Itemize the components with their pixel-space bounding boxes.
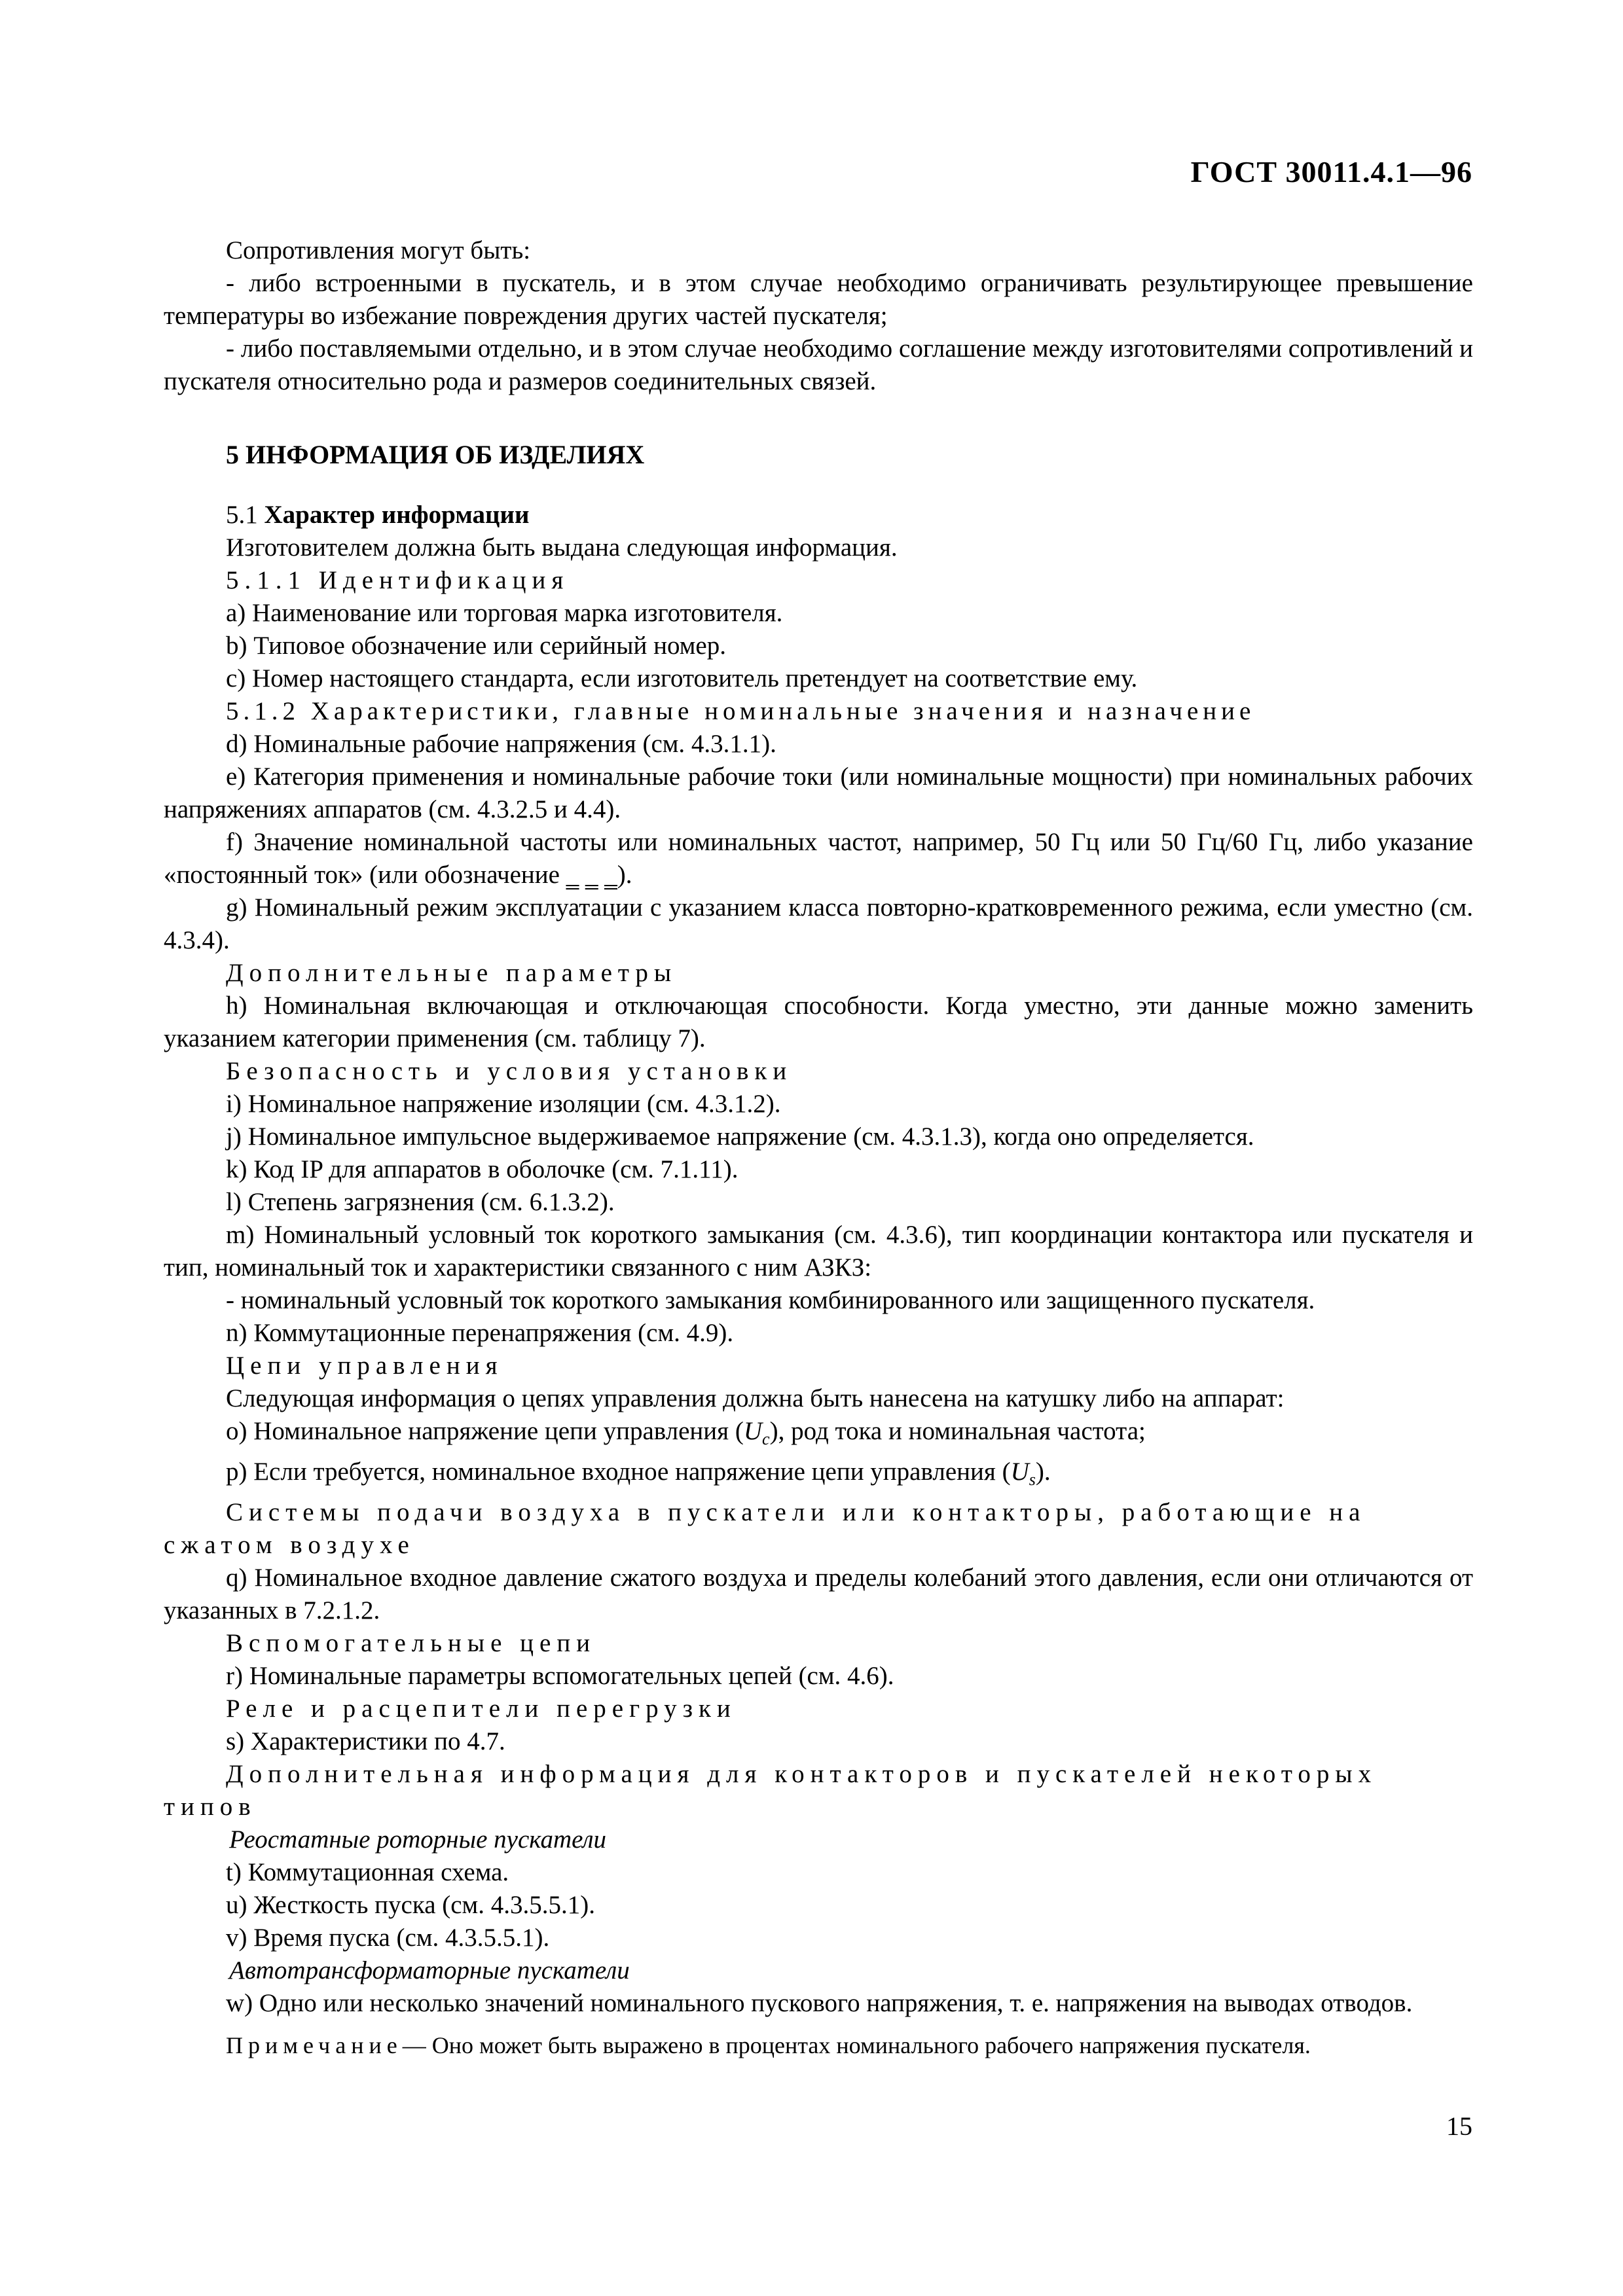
group-heading: Дополнительные параметры xyxy=(226,959,678,987)
list-item-text: p) Если требуется, номинальное входное напряжение цепи управления ( xyxy=(226,1458,1011,1486)
intro-line: - либо поставляемыми отдельно, и в этом случае необходимо соглашение между изготовителями сопротивлений и пускателя относительно рода и размеров соединительных связей. xyxy=(164,334,1473,395)
list-item xyxy=(164,1456,1473,1496)
subsection-title xyxy=(164,499,1473,531)
list-item-text: ), род тока и номинальная частота; xyxy=(769,1417,1146,1445)
list-item-text: o) Номинальное напряжение цепи управления ( xyxy=(226,1417,744,1445)
list-item: h) Номинальная включающая и отключающая способности. Когда уместно, эти данные можно заменить указанием категории применения (см. таблицу 7). xyxy=(164,992,1473,1052)
subsection-heading: Характер информации xyxy=(264,501,530,529)
list-item: r) Номинальные параметры вспомогательных цепей (см. 4.6). xyxy=(226,1662,894,1690)
clause-heading: 5.1.1 Идентификация xyxy=(226,566,570,594)
list-item: q) Номинальное входное давление сжатого воздуха и пределы колебаний этого давления, если они отличаются от указанных в 7.2.1.2. xyxy=(164,1564,1473,1624)
subgroup-heading: Автотрансформаторные пускатели xyxy=(229,1956,630,1984)
list-item: v) Время пуска (см. 4.3.5.5.1). xyxy=(226,1924,550,1952)
list-item: n) Коммутационные перенапряжения (см. 4.9). xyxy=(226,1319,734,1347)
note-text: — Оно может быть выражено в процентах номинального рабочего напряжения пускателя. xyxy=(402,2032,1311,2058)
variable-subscript: c xyxy=(762,1429,770,1448)
list-item: i) Номинальное напряжение изоляции (см. 4.3.1.2). xyxy=(226,1090,781,1118)
list-item: d) Номинальные рабочие напряжения (см. 4.3.1.1). xyxy=(226,730,776,758)
list-item: e) Категория применения и номинальные рабочие токи (или номинальные мощности) при номинальных рабочих напряжениях аппаратов (см. 4.3.2.5 и 4.4). xyxy=(164,762,1473,823)
list-item xyxy=(164,1415,1473,1456)
intro-line: - либо встроенными в пускатель, и в этом случае необходимо ограничивать результирующее превышение температуры во избежание повреждения других частей пускателя; xyxy=(164,269,1473,330)
section-title: 5 ИНФОРМАЦИЯ ОБ ИЗДЕЛИЯХ xyxy=(226,440,645,469)
document-body xyxy=(164,234,1473,2060)
intro-line: Сопротивления могут быть: xyxy=(226,236,531,264)
group-heading: Цепи управления xyxy=(226,1352,503,1380)
list-item: l) Степень загрязнения (см. 6.1.3.2). xyxy=(226,1188,615,1216)
variable-symbol: U xyxy=(743,1417,763,1445)
list-item: m) Номинальный условный ток короткого замыкания (см. 4.3.6), тип координации контактора или пускателя и тип, номинальный ток и характеристики связанного с ним АЗКЗ: xyxy=(164,1221,1473,1282)
group-heading: Реле и расцепители перегрузки xyxy=(226,1695,737,1723)
paragraph: Следующая информация о цепях управления должна быть нанесена на катушку либо на аппарат: xyxy=(226,1384,1285,1412)
list-item-text: ). xyxy=(1035,1458,1051,1486)
group-heading: Системы подачи воздуха в пускатели или контакторы, работающие на сжатом воздухе xyxy=(164,1498,1366,1559)
clause-heading: 5.1.2 Характеристики, главные номинальные значения и назначение xyxy=(226,697,1256,725)
subgroup-heading: Реостатные роторные пускатели xyxy=(229,1825,607,1854)
list-item: g) Номинальный режим эксплуатации с указанием класса повторно-кратковременного режима, если уместно (см. 4.3.4). xyxy=(164,893,1473,954)
list-item: - номинальный условный ток короткого замыкания комбинированного или защищенного пускателя. xyxy=(226,1286,1315,1314)
group-heading: Вспомогательные цепи xyxy=(226,1629,596,1657)
group-heading: Дополнительная информация для контакторов и пускателей некоторых типов xyxy=(164,1760,1377,1821)
subsection-number: 5.1 xyxy=(226,501,258,529)
list-item: w) Одно или несколько значений номинального пускового напряжения, т. е. напряжения на выводах отводов. xyxy=(226,1989,1413,2017)
list-item: a) Наименование или торговая марка изготовителя. xyxy=(226,599,783,627)
list-item: u) Жесткость пуска (см. 4.3.5.5.1). xyxy=(226,1891,595,1919)
variable-subscript: s xyxy=(1029,1470,1036,1489)
note xyxy=(164,2030,1473,2060)
list-item: j) Номинальное импульсное выдерживаемое напряжение (см. 4.3.1.3), когда оно определяется. xyxy=(226,1122,1254,1151)
note-label: Примечание xyxy=(226,2032,403,2058)
standard-header: ГОСТ 30011.4.1—96 xyxy=(1190,155,1472,188)
list-item: f) Значение номинальной частоты или номинальных частот, например, 50 Гц или 50 Гц/60 Гц, либо указание «постоянный ток» (или обозначение ‗ ‗ ‗). xyxy=(164,828,1473,889)
group-heading: Безопасность и условия установки xyxy=(226,1057,793,1085)
list-item: b) Типовое обозначение или серийный номер. xyxy=(226,632,726,660)
list-item: s) Характеристики по 4.7. xyxy=(226,1727,505,1755)
page-number: 15 xyxy=(1446,2111,1472,2141)
list-item: t) Коммутационная схема. xyxy=(226,1858,509,1886)
paragraph: Изготовителем должна быть выдана следующая информация. xyxy=(226,533,898,562)
variable-symbol: U xyxy=(1010,1458,1029,1486)
list-item: k) Код IP для аппаратов в оболочке (см. 7.1.11). xyxy=(226,1155,739,1183)
list-item: c) Номер настоящего стандарта, если изготовитель претендует на соответствие ему. xyxy=(226,664,1138,692)
